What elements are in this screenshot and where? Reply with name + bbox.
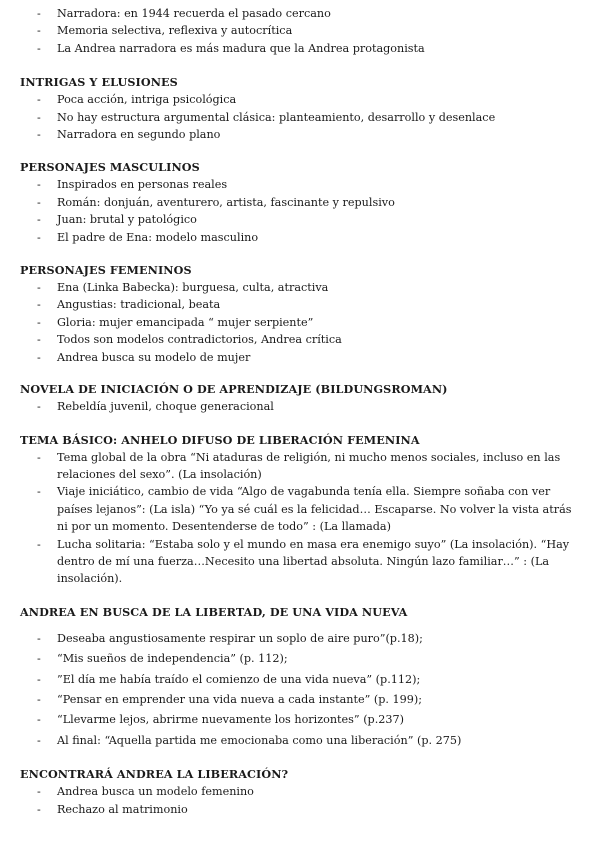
bullet-list — [0, 279, 600, 366]
section-tema-basico — [0, 432, 600, 588]
bullet-dash: - — [37, 400, 41, 414]
bullet-dash: - — [37, 110, 41, 124]
bullet-list — [0, 783, 600, 818]
bullet-list — [0, 629, 600, 751]
list-item: - Tema global de la obra “Ni ataduras de religión, ni mucho menos sociales, incluso en las relaciones del sexo”. (La insolación) — [37, 450, 561, 481]
bullet-dash: - — [37, 195, 41, 209]
bullet-dash: - — [37, 315, 41, 329]
list-item: - Rechazo al matrimonio — [0, 801, 600, 818]
list-item: - El padre de Ena: modelo masculino — [0, 229, 600, 246]
list-item: - “Mis sueños de independencia” (p. 112); — [0, 649, 600, 669]
bullet-dash: - — [37, 733, 41, 747]
bullet-dash: - — [37, 692, 41, 706]
bullet-dash: - — [37, 298, 41, 312]
bullet-dash: - — [37, 128, 41, 142]
list-item: - La Andrea narradora es más madura que la Andrea protagonista — [0, 40, 600, 57]
section-intrigas — [0, 74, 600, 143]
section-personajes-femeninos — [0, 262, 600, 366]
bullet-dash: - — [37, 93, 41, 107]
section-heading: PERSONAJES MASCULINOS — [20, 160, 200, 175]
list-item: - No hay estructura argumental clásica: planteamiento, desarrollo y desenlace — [0, 109, 600, 126]
list-item: - Rebeldía juvenil, choque generacional — [0, 398, 600, 415]
bullet-dash: - — [37, 785, 41, 799]
list-item: - Inspirados en personas reales — [0, 176, 600, 193]
bullet-list — [0, 449, 600, 588]
list-item: - “Llevarme lejos, abrirme nuevamente los horizontes” (p.237) — [0, 710, 600, 730]
bullet-dash: - — [37, 24, 41, 38]
list-item: - Narradora: en 1944 recuerda el pasado cercano — [0, 5, 600, 22]
section-heading: TEMA BÁSICO: ANHELO DIFUSO DE LIBERACIÓN FEMENINA — [20, 432, 420, 447]
bullet-dash: - — [37, 7, 41, 20]
bullet-dash: - — [37, 802, 41, 816]
section-narradora — [0, 0, 600, 57]
bullet-dash: - — [37, 537, 41, 551]
list-item: - Narradora en segundo plano — [0, 126, 600, 143]
section-heading: INTRIGAS Y ELUSIONES — [20, 75, 178, 90]
section-personajes-masculinos — [0, 159, 600, 246]
section-bildungsroman — [0, 381, 600, 415]
bullet-dash: - — [37, 672, 41, 686]
bullet-dash: - — [37, 485, 41, 499]
bullet-dash: - — [37, 178, 41, 192]
bullet-dash: - — [37, 450, 41, 464]
list-item: - Todos son modelos contradictorios, Andrea crítica — [0, 331, 600, 348]
bullet-dash: - — [37, 652, 41, 666]
bullet-list — [0, 398, 600, 415]
list-item: - Juan: brutal y patológico — [0, 211, 600, 228]
bullet-dash: - — [37, 350, 41, 364]
section-heading: PERSONAJES FEMENINOS — [20, 263, 192, 278]
list-item: - Viaje iniciático, cambio de vida “Algo de vagabunda tenía ella. Siempre soñaba con ver países lejanos”: (La isla) “Yo ya sé cuál es la felicidad… Escaparse. No volver la vista atrás ni por un momento. Desentenderse de todo” : (La llamada) — [37, 485, 572, 534]
list-item: - Román: donjuán, aventurero, artista, fascinante y repulsivo — [0, 194, 600, 211]
list-item: - “Pensar en emprender una vida nueva a cada instante” (p. 199); — [0, 690, 600, 710]
bullet-dash: - — [37, 230, 41, 244]
list-item: - Gloria: mujer emancipada “ mujer serpiente” — [0, 314, 600, 331]
list-item: - Memoria selectiva, reflexiva y autocrítica — [0, 22, 600, 39]
list-item: - Andrea busca su modelo de mujer — [0, 349, 600, 366]
bullet-list — [0, 5, 600, 57]
section-andrea-libertad — [0, 604, 600, 751]
list-item: - Lucha solitaria: “Estaba solo y el mundo en masa era enemigo suyo” (La insolación). “Hay dentro de mí una fuerza…Necesito una libertad absoluta. Ningún lazo familiar…” : (La insolación). — [37, 537, 570, 586]
bullet-dash: - — [37, 333, 41, 347]
bullet-dash: - — [37, 713, 41, 727]
list-item: - Andrea busca un modelo femenino — [0, 783, 600, 800]
section-liberacion — [0, 766, 600, 818]
bullet-dash: - — [37, 631, 41, 645]
list-item: - Deseaba angustiosamente respirar un soplo de aire puro”(p.18); — [0, 629, 600, 649]
bullet-list — [0, 91, 600, 143]
section-heading: NOVELA DE INICIACIÓN O DE APRENDIZAJE (BILDUNGSROMAN) — [20, 382, 448, 397]
section-heading: ENCONTRARÁ ANDREA LA LIBERACIÓN? — [20, 767, 289, 782]
bullet-dash: - — [37, 281, 41, 295]
bullet-dash: - — [37, 213, 41, 227]
list-item: - Angustias: tradicional, beata — [0, 296, 600, 313]
list-item: - Ena (Linka Babecka): burguesa, culta, atractiva — [0, 279, 600, 296]
list-item: - Poca acción, intriga psicológica — [0, 91, 600, 108]
list-item: - Al final: “Aquella partida me emocionaba como una liberación” (p. 275) — [0, 731, 600, 751]
bullet-list — [0, 176, 600, 246]
list-item: - ”El día me había traído el comienzo de una vida nueva” (p.112); — [0, 670, 600, 690]
section-heading: ANDREA EN BUSCA DE LA LIBERTAD, DE UNA VIDA NUEVA — [20, 604, 408, 619]
bullet-dash: - — [37, 41, 41, 55]
